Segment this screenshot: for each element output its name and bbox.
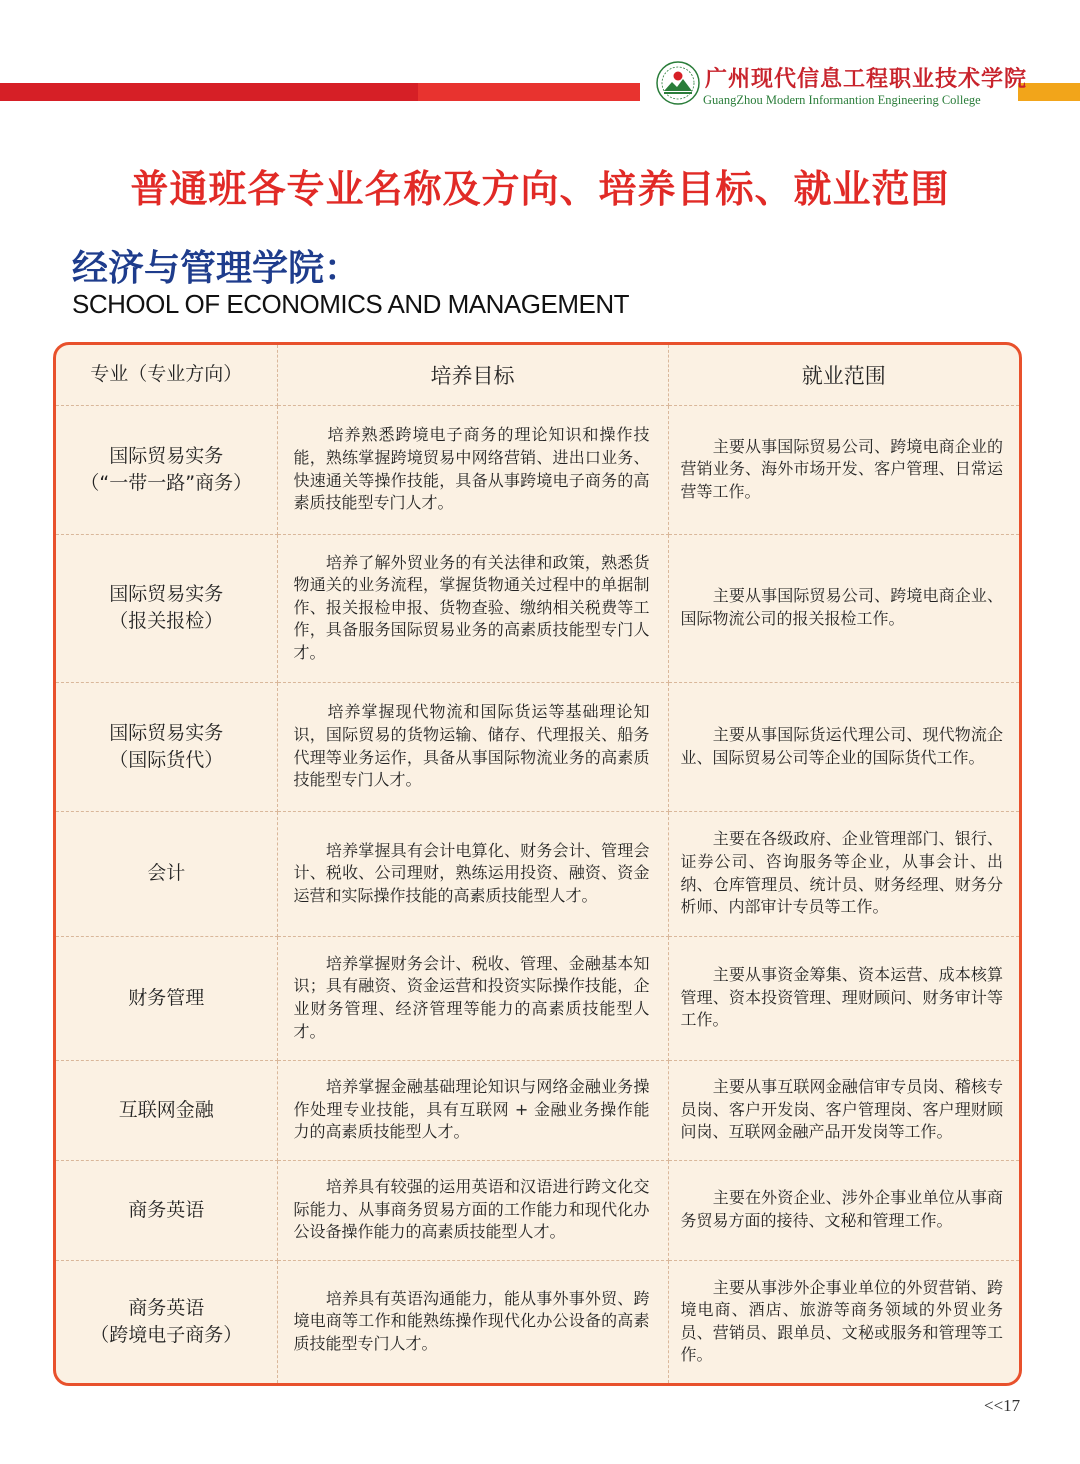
table-row — [56, 1160, 1019, 1260]
table-row — [56, 1060, 1019, 1160]
table-header-row — [56, 345, 1019, 405]
major-name: 国际贸易实务 — [109, 721, 224, 744]
major-direction: （国际货代） — [109, 748, 224, 771]
major-cell — [56, 1160, 277, 1260]
employment-text: 主要在外资企业、涉外企事业单位从事商务贸易方面的接待、文秘和管理工作。 — [680, 1188, 1003, 1230]
employment-cell — [668, 682, 1019, 811]
page-title: 普通班各专业名称及方向、培养目标、就业范围 — [130, 167, 950, 211]
table-row — [56, 811, 1019, 936]
college-name-cn: 广州现代信息工程职业技术学院 — [705, 66, 1028, 92]
employment-cell — [668, 1060, 1019, 1160]
goal-text: 培养掌握具有会计电算化、财务会计、管理会计、税收、公司理财，熟练运用投资、融资、资金运营和实际操作技能的高素质技能型人才。 — [293, 840, 650, 905]
major-direction: （跨境电子商务） — [90, 1323, 243, 1346]
header-bar-red-light — [418, 83, 640, 101]
employment-text: 主要从事国际货运代理公司、现代物流企业、国际贸易公司等企业的国际货代工作。 — [680, 724, 1003, 767]
employment-cell — [668, 1260, 1019, 1383]
goal-cell — [277, 682, 668, 811]
major-cell — [56, 1060, 277, 1160]
goal-cell — [277, 534, 668, 682]
employment-cell — [668, 534, 1019, 682]
page-number: <<17 — [984, 1396, 1021, 1415]
employment-text: 主要从事涉外企事业单位的外贸营销、跨境电商、酒店、旅游等商务领域的外贸业务员、营销员、跟单员、文秘或服务和管理等工作。 — [680, 1277, 1003, 1365]
header-bar-red — [0, 83, 418, 101]
header-bar-orange — [1018, 83, 1080, 101]
major-cell — [56, 936, 277, 1060]
goal-text: 培养具有英语沟通能力，能从事外事外贸、跨境电商等工作和能熟练操作现代化办公设备的高素质技能型专门人才。 — [293, 1288, 650, 1354]
header-employment: 就业范围 — [668, 345, 1019, 405]
major-cell — [56, 534, 277, 682]
employment-text: 主要从事国际贸易公司、跨境电商企业、国际物流公司的报关报检工作。 — [680, 586, 1003, 628]
goal-cell — [277, 405, 668, 534]
major-name: 商务英语 — [128, 1296, 205, 1319]
major-name: 国际贸易实务 — [109, 444, 224, 467]
major-direction: （“一带一路”商务） — [80, 471, 253, 494]
employment-text: 主要从事资金筹集、资本运营、成本核算管理、资本投资管理、理财顾问、财务审计等工作。 — [680, 965, 1003, 1030]
goal-cell — [277, 936, 668, 1060]
major-cell — [56, 1260, 277, 1383]
table-row — [56, 1260, 1019, 1383]
goal-cell — [277, 1260, 668, 1383]
employment-cell — [668, 936, 1019, 1060]
header-major: 专业（专业方向） — [56, 345, 277, 405]
goal-cell — [277, 1160, 668, 1260]
table-row — [56, 405, 1019, 534]
college-logo-icon — [655, 60, 701, 106]
header-goal: 培养目标 — [277, 345, 668, 405]
major-name: 商务英语 — [128, 1198, 205, 1221]
employment-text: 主要从事互联网金融信审专员岗、稽核专员岗、客户开发岗、客户管理岗、客户理财顾问岗、互联网金融产品开发岗等工作。 — [680, 1077, 1003, 1142]
employment-cell — [668, 811, 1019, 936]
goal-text: 培养了解外贸业务的有关法律和政策，熟悉货物通关的业务流程，掌握货物通关过程中的单据制作、报关报检申报、货物查验、缴纳相关税费等工作，具备服务国际贸易业务的高素质技能型专门人才。 — [293, 552, 650, 662]
table-row — [56, 936, 1019, 1060]
major-name: 国际贸易实务 — [109, 583, 224, 605]
goal-text: 培养掌握财务会计、税收、管理、金融基本知识；具有融资、资金运营和投资实际操作技能，企业财务管理、经济管理等能力的高素质技能型人才。 — [293, 953, 650, 1041]
employment-text: 主要从事国际贸易公司、跨境电商企业的营销业务、海外市场开发、客户管理、日常运营等工作。 — [680, 436, 1003, 501]
goal-text: 培养熟悉跨境电子商务的理论知识和操作技能，熟练掌握跨境贸易中网络营销、进出口业务、快速通关等操作技能，具备从事跨境电子商务的高素质技能型专门人才。 — [293, 425, 650, 513]
table-row — [56, 534, 1019, 682]
major-name: 财务管理 — [128, 986, 205, 1009]
college-name-en: GuangZhou Modern Informantion Engineering College — [703, 93, 981, 107]
major-direction: （报关报检） — [109, 610, 224, 632]
major-name: 会计 — [147, 862, 186, 884]
goal-text: 培养具有较强的运用英语和汉语进行跨文化交际能力、从事商务贸易方面的工作能力和现代化办公设备操作能力的高素质技能型人才。 — [293, 1177, 650, 1242]
goal-text: 培养掌握金融基础理论知识与网络金融业务操作处理专业技能，具有互联网 + 金融业务操作能力的高素质技能型人才。 — [293, 1077, 650, 1142]
employment-text: 主要在各级政府、企业管理部门、银行、证券公司、咨询服务等企业，从事会计、出纳、仓库管理员、统计员、财务经理、财务分析师、内部审计专员等工作。 — [680, 829, 1003, 917]
major-cell — [56, 405, 277, 534]
major-cell — [56, 811, 277, 936]
table-row — [56, 682, 1019, 811]
goal-cell — [277, 811, 668, 936]
school-name-cn: 经济与管理学院： — [72, 248, 361, 289]
employment-cell — [668, 1160, 1019, 1260]
school-name-en: SCHOOL OF ECONOMICS AND MANAGEMENT — [72, 289, 629, 319]
goal-text: 培养掌握现代物流和国际货运等基础理论知识，国际贸易的货物运输、储存、代理报关、船务代理等业务运作，具备从事国际物流业务的高素质技能型专门人才。 — [293, 702, 650, 790]
major-name: 互联网金融 — [118, 1098, 214, 1121]
employment-cell — [668, 405, 1019, 534]
major-cell — [56, 682, 277, 811]
goal-cell — [277, 1060, 668, 1160]
majors-table — [53, 342, 1022, 1386]
